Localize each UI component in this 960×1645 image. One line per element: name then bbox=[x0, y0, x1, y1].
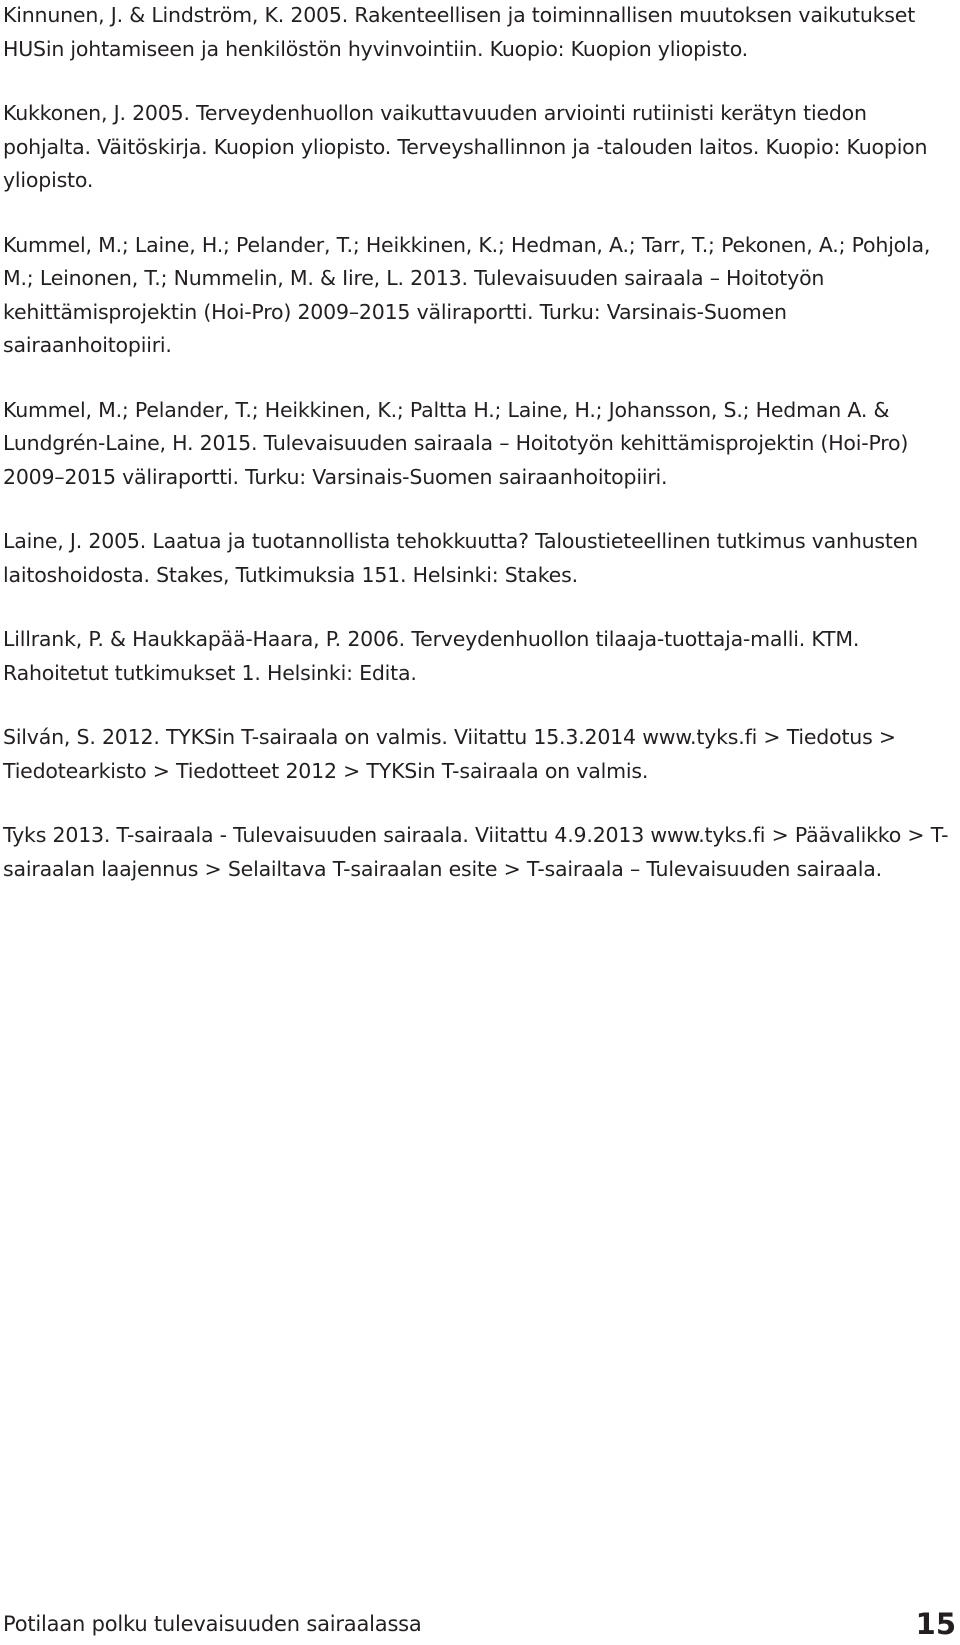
reference-lillrank-2006: Lillrank, P. & Haukkapää-Haara, P. 2006. Terveydenhuollon tilaaja-tuottaja-malli. KTM. Rahoitetut tutkimukset 1. Helsinki: Edita. bbox=[3, 627, 860, 685]
reference-kinnunen-2005: Kinnunen, J. & Lindström, K. 2005. Rakenteellisen ja toiminnallisen muutoksen vaikutukset HUSin johtamiseen ja henkilöstön hyvinvointiin. Kuopio: Kuopion yliopisto. bbox=[3, 3, 916, 61]
reference-tyks-2013: Tyks 2013. T-sairaala - Tulevaisuuden sairaala. Viitattu 4.9.2013 www.tyks.fi > Päävalikko > T-sairaalan laajennus > Selailtava T-sairaalan esite > T-sairaala – Tulevaisuuden sairaala. bbox=[3, 823, 949, 881]
reference-laine-2005: Laine, J. 2005. Laatua ja tuotannollista tehokkuutta? Taloustieteellinen tutkimus vanhusten laitoshoidosta. Stakes, Tutkimuksia 151. Helsinki: Stakes. bbox=[3, 529, 918, 587]
page-footer bbox=[3, 1604, 956, 1644]
reference-kukkonen-2005: Kukkonen, J. 2005. Terveydenhuollon vaikuttavuuden arviointi rutiinisti kerätyn tiedon pohjalta. Väitöskirja. Kuopion yliopisto. Terveyshallinnon ja -talouden laitos. Kuopio: Kuopion yliopisto. bbox=[3, 101, 928, 192]
reference-kummel-2013: Kummel, M.; Laine, H.; Pelander, T.; Heikkinen, K.; Hedman, A.; Tarr, T.; Pekonen, A.; Pohjola, M.; Leinonen, T.; Nummelin, M. & Iire, L. 2013. Tulevaisuuden sairaala – Hoitotyön kehittämisprojektin (Hoi-Pro) 2009–2015 väliraportti. Turku: Varsinais-Suomen sairaanhoitopiiri. bbox=[3, 232, 931, 357]
reference-kummel-2015: Kummel, M.; Pelander, T.; Heikkinen, K.; Paltta H.; Laine, H.; Johansson, S.; Hedman A. & Lundgrén-Laine, H. 2015. Tulevaisuuden sairaala – Hoitotyön kehittämisprojektin (Hoi-Pro) 2009–2015 väliraportti. Turku: Varsinais-Suomen sairaanhoitopiiri. bbox=[3, 397, 909, 489]
page-number: 15 bbox=[915, 1607, 956, 1641]
reference-list bbox=[3, 0, 955, 917]
footer-publication-title: Potilaan polku tulevaisuuden sairaalassa bbox=[3, 1612, 422, 1636]
reference-silvan-2012: Silván, S. 2012. TYKSin T-sairaala on valmis. Viitattu 15.3.2014 www.tyks.fi > Tiedotus > Tiedotearkisto > Tiedotteet 2012 > TYKSin T-sairaala on valmis. bbox=[3, 725, 896, 783]
